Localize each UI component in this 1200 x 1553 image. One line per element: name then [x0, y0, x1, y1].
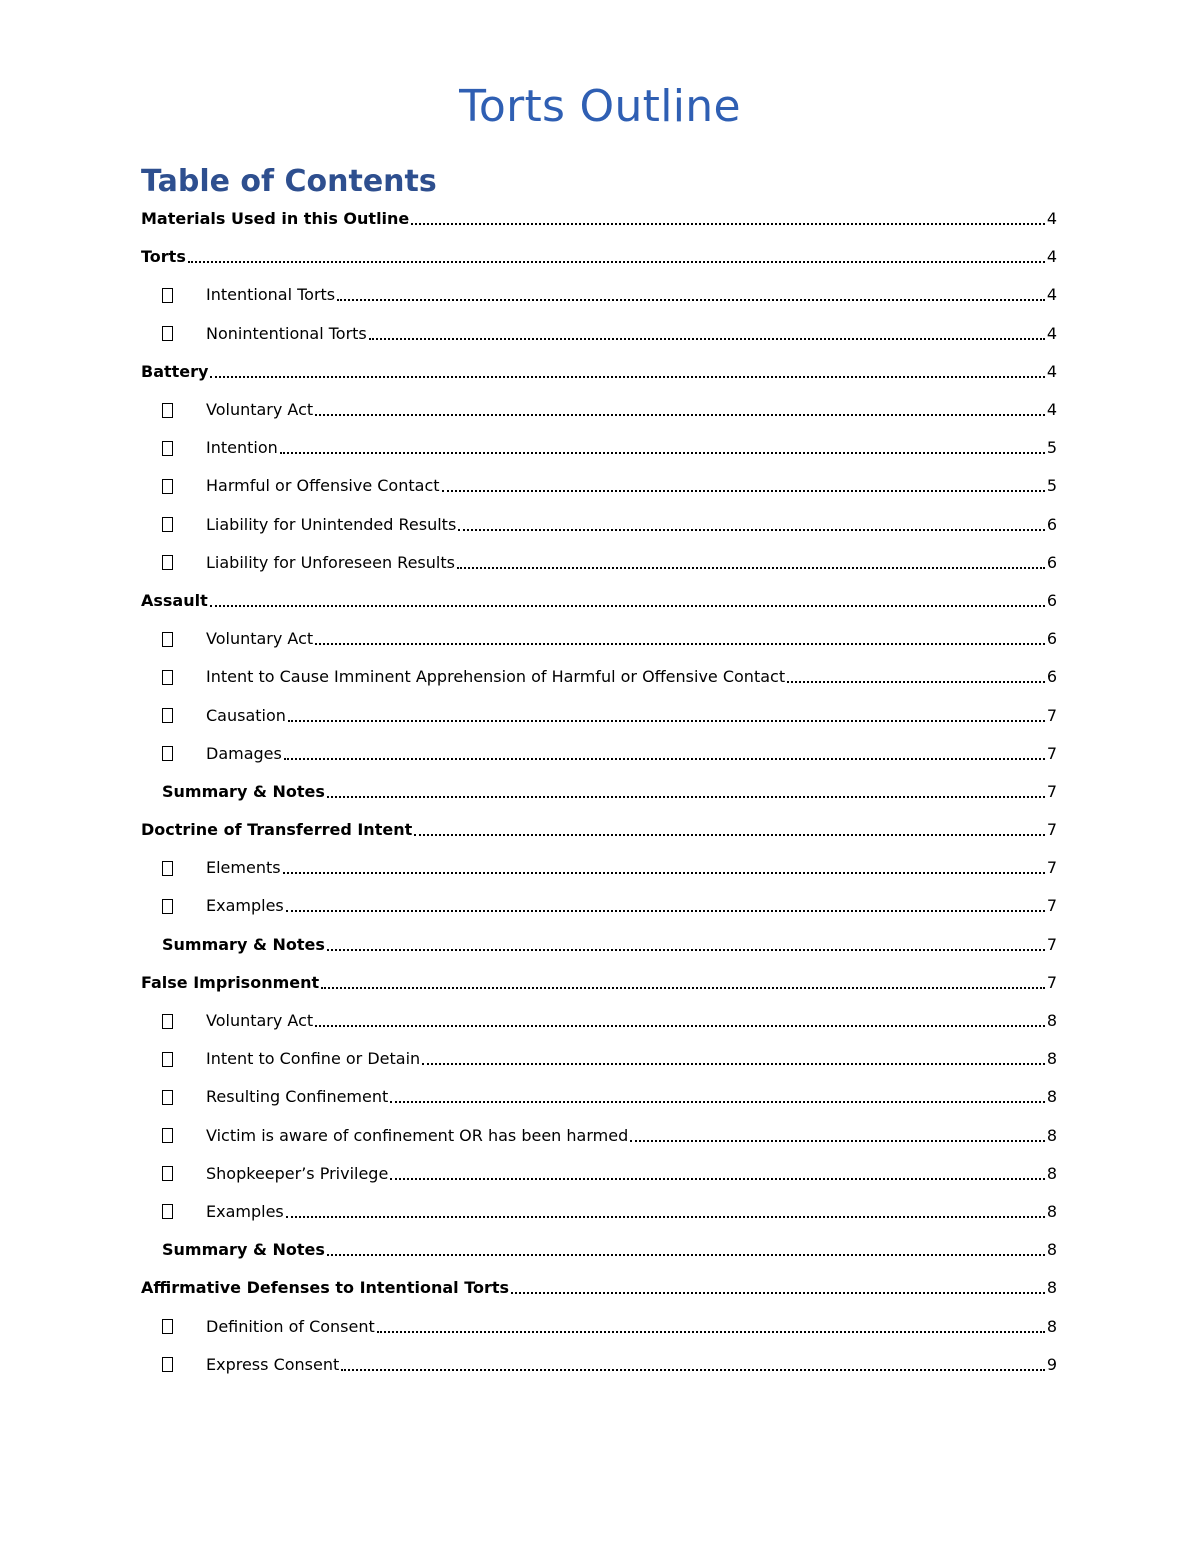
dot-leader [327, 782, 1045, 802]
dot-leader [327, 1240, 1045, 1260]
toc-entry[interactable] [141, 582, 1057, 620]
toc-entry[interactable] [141, 353, 1057, 391]
toc-entry-label: Elements [206, 858, 281, 878]
toc-entry[interactable] [141, 1307, 1057, 1345]
dot-leader [377, 1317, 1045, 1337]
bullet-icon [162, 1052, 173, 1067]
dot-leader [390, 1087, 1045, 1107]
dot-leader [286, 896, 1045, 916]
dot-leader [341, 1355, 1045, 1375]
toc-entry[interactable] [141, 658, 1057, 696]
toc-entry-label: Voluntary Act [206, 1011, 314, 1031]
toc-entry-label: Intent to Confine or Detain [206, 1049, 421, 1069]
toc-entry[interactable] [141, 544, 1057, 582]
dot-leader [422, 1049, 1045, 1069]
toc-page-number: 8 [1046, 1240, 1057, 1260]
dot-leader [442, 476, 1045, 496]
toc-entry[interactable] [141, 391, 1057, 429]
toc-entry-label: Materials Used in this Outline [141, 209, 410, 229]
toc-page-number: 9 [1046, 1354, 1057, 1374]
bullet-icon [162, 861, 173, 876]
dot-leader [369, 324, 1045, 344]
toc-page-number: 4 [1046, 361, 1057, 381]
toc-entry[interactable] [141, 964, 1057, 1002]
document-title: Torts Outline [459, 81, 741, 132]
dot-leader [210, 591, 1045, 611]
bullet-icon [162, 899, 173, 914]
toc-entry-label: Intent to Cause Imminent Apprehension of Harmful or Offensive Contact [206, 667, 786, 687]
toc-entry-label: Resulting Confinement [206, 1087, 389, 1107]
toc-page-number: 7 [1046, 820, 1057, 840]
toc-entry[interactable] [141, 429, 1057, 467]
toc-page-number: 8 [1046, 1049, 1057, 1069]
toc-entry-label: Examples [206, 896, 284, 916]
toc-page-number: 7 [1046, 705, 1057, 725]
toc-entry[interactable] [141, 238, 1057, 276]
toc-entry-label: Assault [141, 590, 208, 610]
toc-entry-label: False Imprisonment [141, 972, 320, 992]
dot-leader [337, 285, 1045, 305]
toc-entry[interactable] [141, 1346, 1057, 1384]
toc-entry[interactable] [141, 620, 1057, 658]
dot-leader [458, 515, 1045, 535]
bullet-icon [162, 708, 173, 723]
bullet-icon [162, 555, 173, 570]
toc-entry-label: Affirmative Defenses to Intentional Torts [141, 1278, 510, 1298]
toc-entry[interactable] [141, 1193, 1057, 1231]
toc-page-number: 7 [1046, 743, 1057, 763]
toc-page-number: 8 [1046, 1011, 1057, 1031]
toc-entry-label: Nonintentional Torts [206, 323, 367, 343]
toc-entry-label: Intentional Torts [206, 285, 336, 305]
table-of-contents [141, 200, 1057, 1384]
toc-page-number: 6 [1046, 629, 1057, 649]
toc-entry[interactable] [141, 735, 1057, 773]
toc-page-number: 4 [1046, 323, 1057, 343]
bullet-icon [162, 1014, 173, 1029]
toc-entry-label: Battery [141, 361, 209, 381]
toc-page-number: 6 [1046, 514, 1057, 534]
bullet-icon [162, 746, 173, 761]
toc-entry-label: Voluntary Act [206, 400, 314, 420]
toc-entry-label: Summary & Notes [162, 781, 325, 801]
toc-page-number: 8 [1046, 1278, 1057, 1298]
dot-leader [210, 362, 1044, 382]
dot-leader [188, 247, 1045, 267]
toc-entry-label: Doctrine of Transferred Intent [141, 820, 413, 840]
toc-entry-label: Express Consent [206, 1354, 340, 1374]
bullet-icon [162, 632, 173, 647]
toc-entry[interactable] [141, 467, 1057, 505]
bullet-icon [162, 670, 173, 685]
toc-page-number: 7 [1046, 896, 1057, 916]
toc-page-number: 5 [1046, 438, 1057, 458]
bullet-icon [162, 326, 173, 341]
toc-entry-label: Examples [206, 1201, 284, 1221]
toc-entry-label: Liability for Unintended Results [206, 514, 457, 534]
toc-page-number: 4 [1046, 400, 1057, 420]
dot-leader [630, 1126, 1045, 1146]
bullet-icon [162, 1128, 173, 1143]
toc-entry[interactable] [141, 1269, 1057, 1307]
toc-heading: Table of Contents [141, 164, 437, 199]
dot-leader [315, 400, 1045, 420]
toc-entry-label: Damages [206, 743, 282, 763]
dot-leader [511, 1278, 1045, 1298]
toc-entry[interactable] [141, 315, 1057, 353]
toc-page-number: 8 [1046, 1163, 1057, 1183]
toc-page-number: 4 [1046, 285, 1057, 305]
toc-entry[interactable] [141, 773, 1057, 811]
dot-leader [284, 744, 1045, 764]
bullet-icon [162, 1166, 173, 1181]
dot-leader [315, 1011, 1045, 1031]
toc-page-number: 8 [1046, 1201, 1057, 1221]
bullet-icon [162, 1204, 173, 1219]
toc-entry[interactable] [141, 1078, 1057, 1116]
toc-entry-label: Summary & Notes [162, 1240, 325, 1260]
toc-page-number: 7 [1046, 934, 1057, 954]
toc-entry[interactable] [141, 1155, 1057, 1193]
dot-leader [327, 935, 1045, 955]
dot-leader [457, 553, 1045, 573]
dot-leader [411, 209, 1045, 229]
dot-leader [288, 706, 1045, 726]
toc-entry-label: Harmful or Offensive Contact [206, 476, 440, 496]
toc-page-number: 4 [1046, 209, 1057, 229]
bullet-icon [162, 1319, 173, 1334]
toc-entry[interactable] [141, 276, 1057, 314]
toc-entry[interactable] [141, 926, 1057, 964]
toc-entry-label: Voluntary Act [206, 629, 314, 649]
toc-entry[interactable] [141, 849, 1057, 887]
dot-leader [286, 1202, 1045, 1222]
toc-entry[interactable] [141, 887, 1057, 925]
toc-page-number: 5 [1046, 476, 1057, 496]
bullet-icon [162, 1090, 173, 1105]
toc-page-number: 8 [1046, 1087, 1057, 1107]
bullet-icon [162, 1357, 173, 1372]
toc-page-number: 6 [1046, 552, 1057, 572]
toc-page-number: 7 [1046, 781, 1057, 801]
toc-entry[interactable] [141, 1040, 1057, 1078]
toc-page-number: 4 [1046, 247, 1057, 267]
dot-leader [787, 667, 1045, 687]
dot-leader [414, 820, 1045, 840]
toc-entry-label: Causation [206, 705, 286, 725]
dot-leader [321, 973, 1045, 993]
toc-entry-label: Torts [141, 247, 186, 267]
dot-leader [280, 438, 1045, 458]
toc-page-number: 6 [1046, 590, 1057, 610]
bullet-icon [162, 441, 173, 456]
toc-entry-label: Liability for Unforeseen Results [206, 552, 455, 572]
toc-entry-label: Definition of Consent [206, 1316, 375, 1336]
toc-entry[interactable] [141, 811, 1057, 849]
toc-entry[interactable] [141, 200, 1057, 238]
toc-entry-label: Intention [206, 438, 278, 458]
dot-leader [283, 858, 1045, 878]
toc-entry-label: Victim is aware of confinement OR has been harmed [206, 1125, 629, 1145]
bullet-icon [162, 479, 173, 494]
toc-entry-label: Shopkeeper’s Privilege [206, 1163, 389, 1183]
toc-entry[interactable] [141, 1231, 1057, 1269]
toc-entry[interactable] [141, 696, 1057, 734]
toc-page-number: 6 [1046, 667, 1057, 687]
bullet-icon [162, 288, 173, 303]
toc-page-number: 7 [1046, 972, 1057, 992]
toc-page-number: 7 [1046, 858, 1057, 878]
toc-entry[interactable] [141, 506, 1057, 544]
toc-entry[interactable] [141, 1117, 1057, 1155]
bullet-icon [162, 403, 173, 418]
toc-page-number: 8 [1046, 1125, 1057, 1145]
toc-entry-label: Summary & Notes [162, 934, 325, 954]
dot-leader [390, 1164, 1045, 1184]
toc-page-number: 8 [1046, 1316, 1057, 1336]
dot-leader [315, 629, 1045, 649]
toc-entry[interactable] [141, 1002, 1057, 1040]
bullet-icon [162, 517, 173, 532]
